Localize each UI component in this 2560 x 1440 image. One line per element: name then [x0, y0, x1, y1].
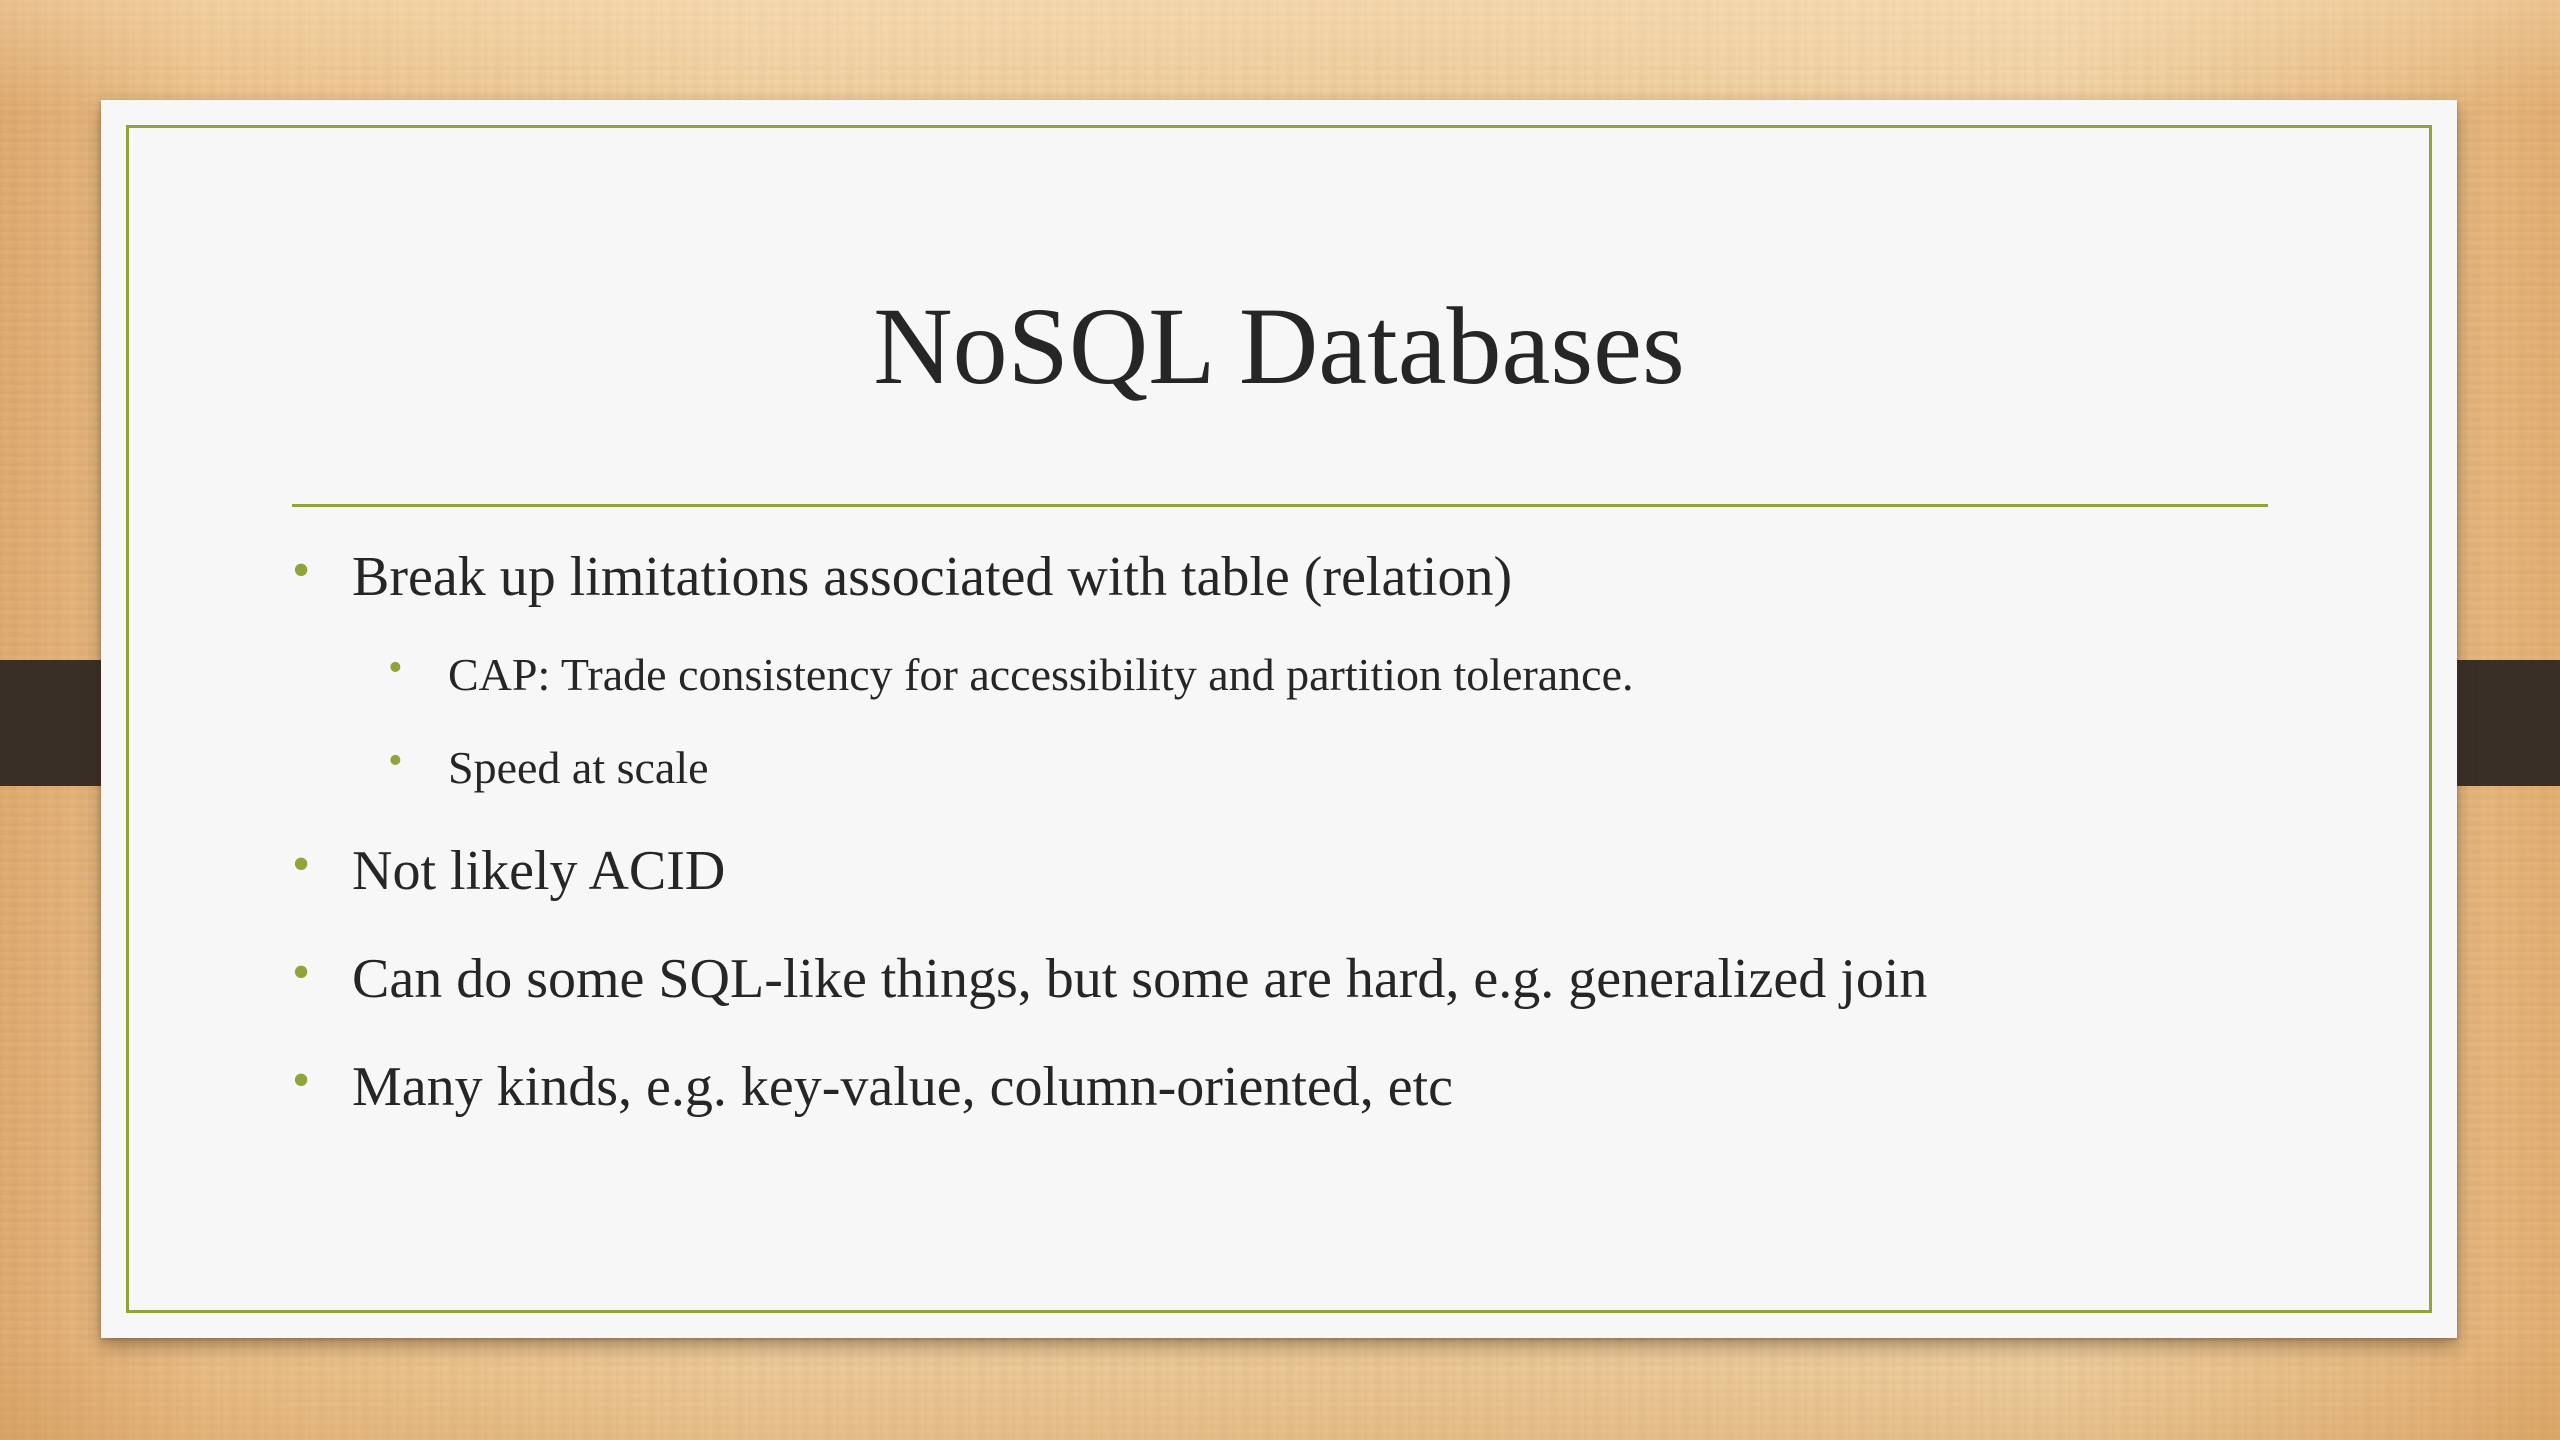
slide-title: NoSQL Databases — [873, 285, 1685, 407]
bullet-dot-icon: • — [292, 1052, 311, 1109]
bullet-text: CAP: Trade consistency for accessibility and partition tolerance. — [448, 649, 1634, 700]
bullet-dot-icon: • — [388, 645, 403, 691]
title-divider — [292, 504, 2268, 507]
bullet-dot-icon: • — [388, 738, 403, 784]
bullet-text: Not likely ACID — [352, 840, 726, 902]
bullet-dot-icon: • — [292, 836, 311, 893]
bullet-text: Break up limitations associated with table (relation) — [352, 546, 1513, 608]
bullet-dot-icon: • — [292, 542, 311, 599]
background-top-shade — [0, 0, 2560, 110]
bullet-text: Many kinds, e.g. key-value, column-oriented, etc — [352, 1056, 1453, 1118]
bullet-dot-icon: • — [292, 944, 311, 1001]
slide-card — [101, 100, 2457, 1338]
bullet-text: Speed at scale — [448, 742, 709, 793]
background-bottom-shade — [0, 1330, 2560, 1440]
bullet-text: Can do some SQL-like things, but some are hard, e.g. generalized join — [352, 948, 1928, 1010]
